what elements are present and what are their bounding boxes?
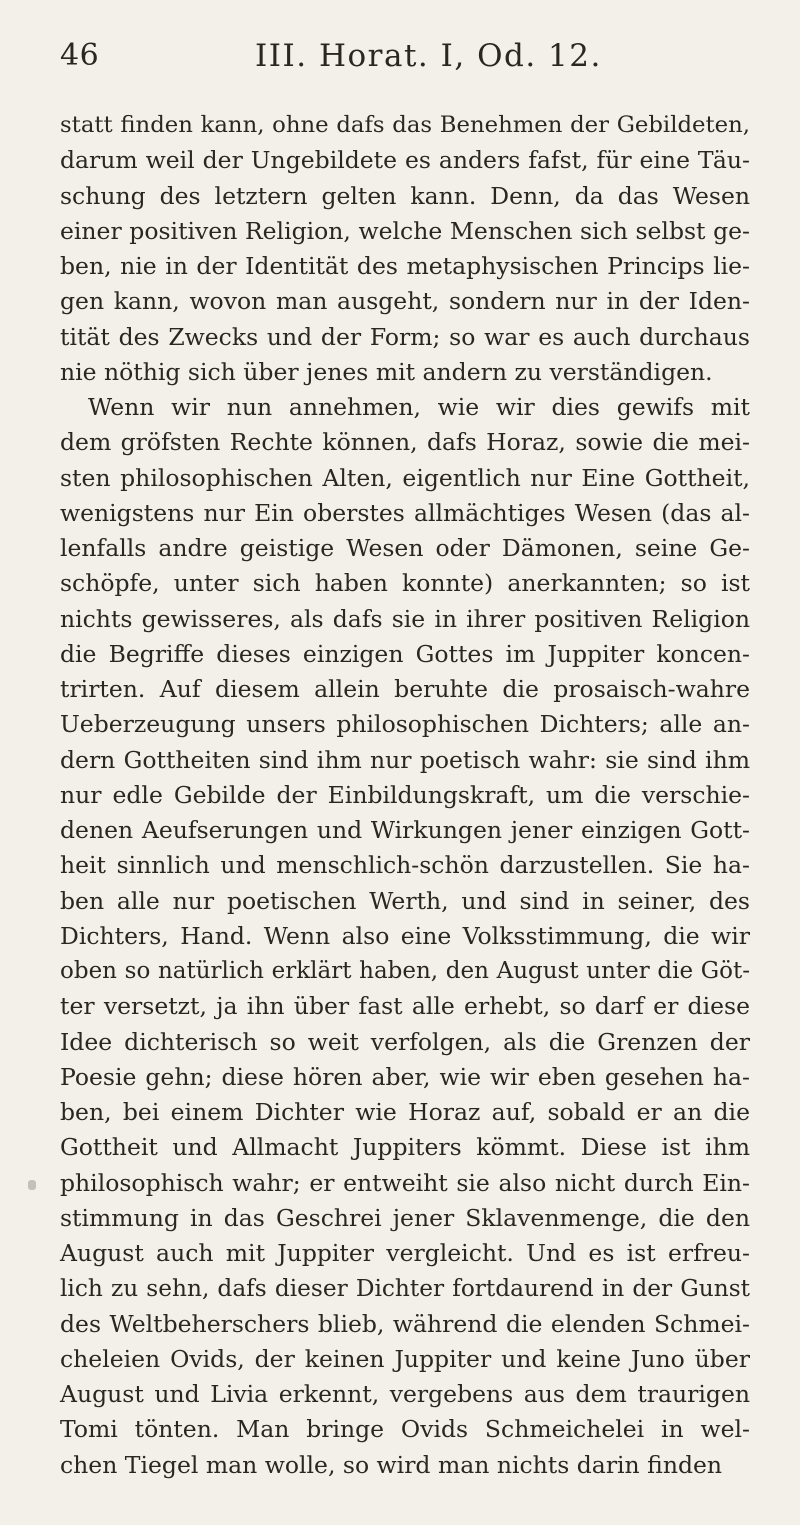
text-line: die Begriffe dieses einzigen Gottes im Juppiter koncen-	[60, 639, 750, 668]
text-line: tität des Zwecks und der Form; so war es auch durchaus	[60, 322, 750, 351]
text-line: trirten. Auf diesem allein beruhte die prosaisch-wahre	[60, 675, 750, 703]
text-line: August auch mit Juppiter vergleicht. Und es ist erfreu-	[60, 1239, 750, 1267]
text-line: ben, bei einem Dichter wie Horaz auf, sobald er an die	[60, 1098, 750, 1126]
text-line: schöpfe, unter sich haben konnte) anerkannten; so ist	[60, 569, 750, 598]
text-line: Poesie gehn; diese hören aber, wie wir eben gesehen ha-	[60, 1062, 750, 1091]
text-line: des Weltbeherschers blieb, während die elenden Schmei-	[60, 1309, 750, 1338]
text-line: schung des letztern gelten kann. Denn, da das Wesen	[60, 181, 750, 210]
page-number: 46	[60, 38, 100, 73]
margin-blemish	[28, 1180, 36, 1190]
body-text	[60, 108, 750, 1483]
text-line: Dichters, Hand. Wenn also eine Volksstimmung, die wir	[60, 921, 750, 950]
text-line: wenigstens nur Ein oberstes allmächtiges Wesen (das al-	[60, 498, 750, 527]
text-line: ben alle nur poetischen Werth, und sind in seiner, des	[60, 886, 750, 915]
text-line: August und Livia erkennt, vergebens aus dem traurigen	[60, 1380, 750, 1408]
page-header	[60, 38, 750, 88]
text-line: philosophisch wahr; er entweiht sie also nicht durch Ein-	[60, 1168, 750, 1197]
text-line: cheleien Ovids, der keinen Juppiter und keine Juno über	[60, 1344, 750, 1373]
text-line: ter versetzt, ja ihn über fast alle erhebt, so darf er diese	[60, 992, 750, 1021]
text-line: oben so natürlich erklärt haben, den August unter die Göt-	[60, 958, 750, 984]
text-line: lich zu sehn, dafs dieser Dichter fortdaurend in der Gunst	[60, 1275, 750, 1303]
text-line: einer positiven Religion, welche Menschen sich selbst ge-	[60, 216, 750, 245]
text-line: dem gröfsten Rechte können, dafs Horaz, sowie die mei-	[60, 428, 750, 457]
text-line: sten philosophischen Alten, eigentlich nur Eine Gottheit,	[60, 463, 750, 492]
text-line: lenfalls andre geistige Wesen oder Dämonen, seine Ge-	[60, 534, 750, 562]
text-line: Gottheit und Allmacht Juppiters kömmt. Diese ist ihm	[60, 1133, 750, 1162]
text-line: Tomi tönten. Man bringe Ovids Schmeichelei in wel-	[60, 1415, 750, 1444]
text-line: nichts gewisseres, als dafs sie in ihrer positiven Religion	[60, 604, 750, 633]
text-line: chen Tiegel man wolle, so wird man nichts darin finden	[60, 1450, 723, 1479]
text-line: stimmung in das Geschrei jener Sklavenmenge, die den	[60, 1203, 750, 1232]
text-line: nur edle Gebilde der Einbildungskraft, um die verschie-	[60, 780, 750, 809]
text-line: ben, nie in der Identität des metaphysischen Princips lie-	[60, 252, 750, 280]
paragraph-first-line: Wenn wir nun annehmen, wie wir dies gewifs mit	[88, 393, 750, 421]
text-line: gen kann, wovon man ausgeht, sondern nur in der Iden-	[60, 287, 750, 316]
text-line: Ueberzeugung unsers philosophischen Dichters; alle an-	[60, 710, 750, 739]
text-line: heit sinnlich und menschlich-schön darzustellen. Sie ha-	[60, 851, 750, 880]
text-line: dern Gottheiten sind ihm nur poetisch wahr: sie sind ihm	[60, 745, 750, 774]
text-line: darum weil der Ungebildete es anders fafst, für eine Täu-	[60, 146, 750, 175]
text-line: denen Aeufserungen und Wirkungen jener einzigen Gott-	[60, 816, 750, 844]
text-line: nie nöthig sich über jenes mit andern zu verständigen.	[60, 357, 713, 386]
text-line: Idee dichterisch so weit verfolgen, als die Grenzen der	[60, 1027, 750, 1056]
text-line: statt finden kann, ohne dafs das Benehmen der Gebildeten,	[60, 112, 750, 138]
running-head: III. Horat. I, Od. 12.	[255, 38, 602, 74]
